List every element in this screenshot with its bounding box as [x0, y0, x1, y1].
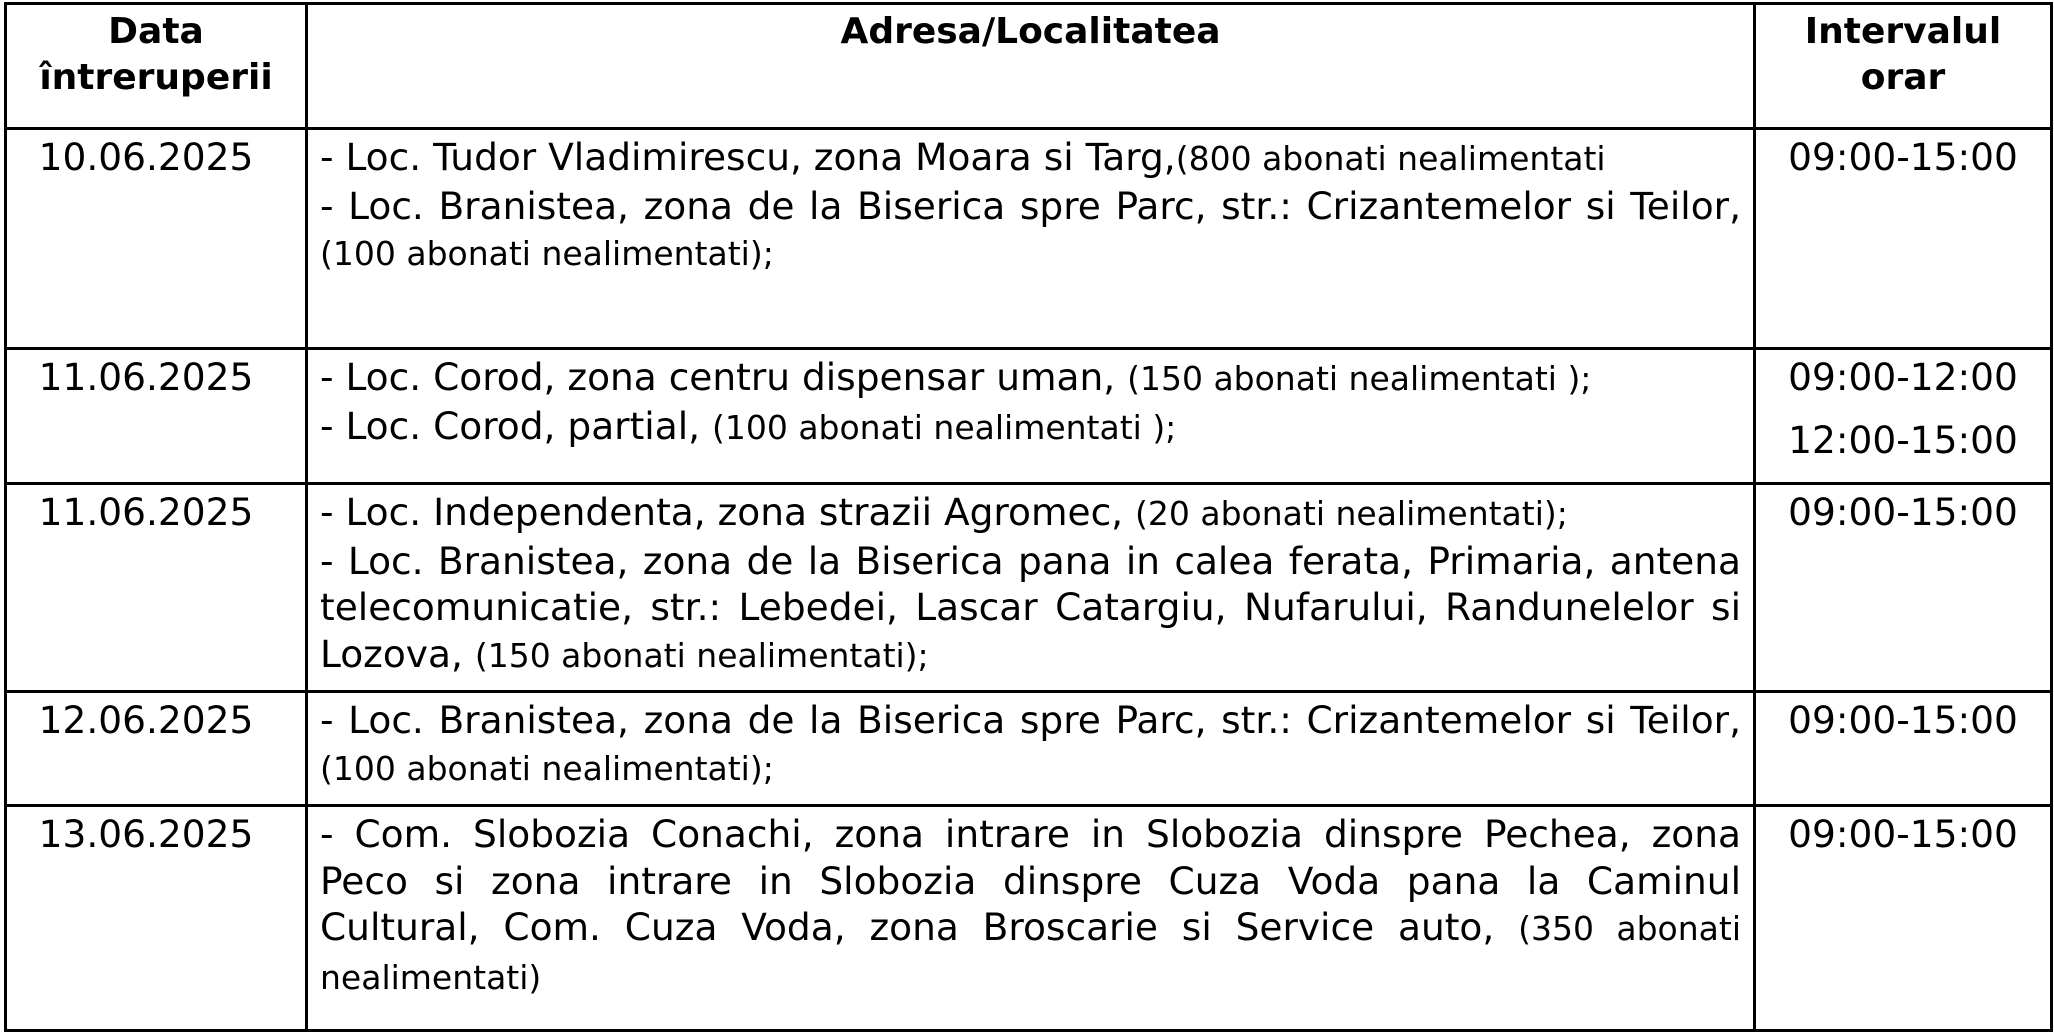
row-interval — [1755, 349, 2052, 484]
subscriber-note: (20 abonati nealimentati); — [1135, 494, 1568, 533]
address-line: - Loc. Branistea, zona de la Biserica pana in calea ferata, Primaria, antena telecomunicatie, str.: Lebedei, Lascar Catargiu, Nufarului, Randunelelor si Lozova, (150 abonati nealimentati); — [320, 538, 1741, 676]
address-line: - Loc. Branistea, zona de la Biserica spre Parc, str.: Crizantemelor si Teilor, (100 abonati nealimentati); — [320, 698, 1741, 788]
header-date-line2: întreruperii — [39, 57, 273, 98]
address-line: - Loc. Tudor Vladimirescu, zona Moara si Targ,(800 abonati nealimentati — [320, 135, 1606, 179]
interval-slot: 12:00-15:00 — [1788, 417, 2018, 462]
row-date: 12.06.2025 — [6, 692, 307, 806]
header-date-line1: Data — [108, 11, 204, 52]
interval-slot: 09:00-12:00 — [1788, 355, 2018, 399]
interval-slot: 09:00-15:00 — [1788, 135, 2018, 179]
row-interval — [1755, 806, 2052, 1031]
row-address — [307, 349, 1755, 484]
row-address — [307, 129, 1755, 349]
address-line: - Loc. Branistea, zona de la Biserica spre Parc, str.: Crizantemelor si Teilor, (100 abonati nealimentati); — [320, 183, 1741, 273]
header-address — [307, 4, 1755, 129]
row-interval — [1755, 484, 2052, 692]
table-row — [6, 484, 2052, 692]
header-row — [6, 4, 2052, 129]
subscriber-note: (100 abonati nealimentati ); — [711, 407, 1177, 447]
subscriber-note: (100 abonati nealimentati); — [320, 234, 774, 273]
table-body — [6, 129, 2052, 1031]
interval-slot: 09:00-15:00 — [1788, 812, 2018, 856]
address-line: - Com. Slobozia Conachi, zona intrare in Slobozia dinspre Pechea, zona Peco si zona intrare in Slobozia dinspre Cuza Voda pana la Caminul Cultural, Com. Cuza Voda, zona Broscarie si Service auto, (350 abonati nealimentati) — [320, 812, 1741, 997]
header-interval — [1755, 4, 2052, 129]
subscriber-note: (150 abonati nealimentati); — [474, 635, 929, 675]
subscriber-note: (800 abonati nealimentati — [1175, 139, 1606, 178]
row-date: 11.06.2025 — [6, 349, 307, 484]
row-address — [307, 692, 1755, 806]
header-date — [6, 4, 307, 129]
header-interval-line2: orar — [1860, 57, 1946, 98]
table-row — [6, 692, 2052, 806]
table-row — [6, 129, 2052, 349]
subscriber-note: (150 abonati nealimentati ); — [1127, 359, 1592, 398]
interval-slot: 09:00-15:00 — [1788, 698, 2018, 742]
row-interval — [1755, 692, 2052, 806]
row-address — [307, 806, 1755, 1031]
row-date: 13.06.2025 — [6, 806, 307, 1031]
subscriber-note: (100 abonati nealimentati); — [320, 748, 774, 788]
row-address — [307, 484, 1755, 692]
table-row — [6, 349, 2052, 484]
header-address-label: Adresa/Localitatea — [840, 11, 1221, 52]
address-line: - Loc. Independenta, zona strazii Agromec, (20 abonati nealimentati); — [320, 490, 1568, 534]
outage-schedule-table — [4, 2, 2053, 1032]
row-interval — [1755, 129, 2052, 349]
header-interval-line1: Intervalul — [1804, 11, 2002, 52]
address-line: - Loc. Corod, zona centru dispensar uman, (150 abonati nealimentati ); — [320, 355, 1592, 399]
row-date: 10.06.2025 — [6, 129, 307, 349]
subscriber-note: (350 abonati nealimentati) — [320, 909, 1741, 997]
row-date: 11.06.2025 — [6, 484, 307, 692]
address-line: - Loc. Corod, partial, (100 abonati nealimentati ); — [320, 403, 1177, 448]
table-row — [6, 806, 2052, 1031]
interval-slot: 09:00-15:00 — [1788, 490, 2018, 534]
